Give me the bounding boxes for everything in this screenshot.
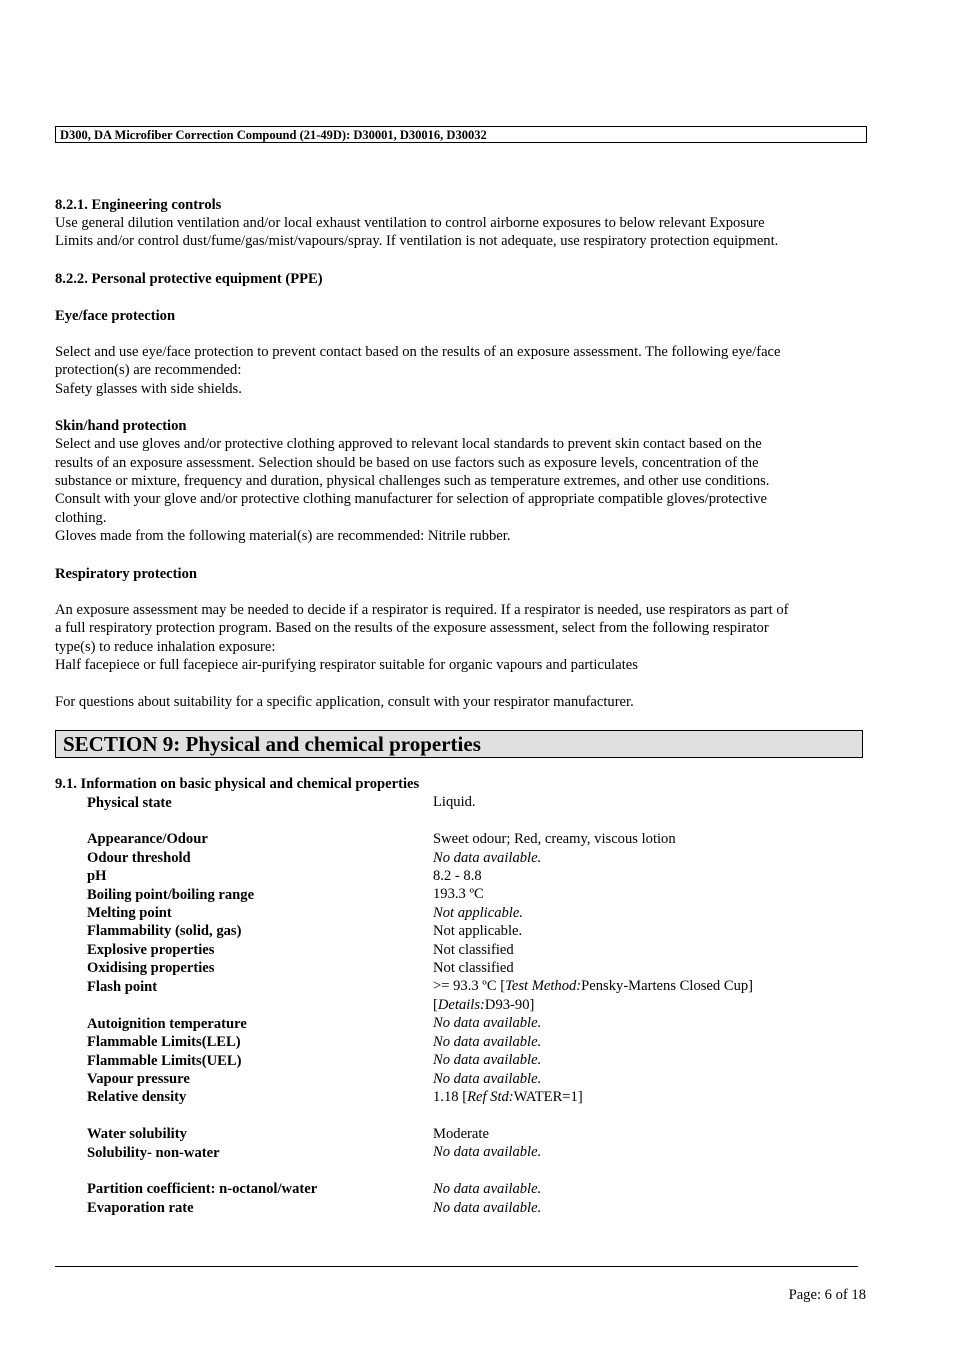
flash-point-details-open: [ bbox=[433, 997, 438, 1013]
relative-density-ref-value: WATER=1] bbox=[513, 1089, 583, 1105]
eye-protection-text-2: protection(s) are recommended: bbox=[55, 362, 242, 378]
respiratory-protection-heading: Respiratory protection bbox=[55, 566, 197, 582]
property-value-water-solubility: Moderate bbox=[433, 1126, 489, 1142]
property-label-solubility-non-water: Solubility- non-water bbox=[87, 1145, 220, 1161]
respiratory-protection-text-4: Half facepiece or full facepiece air-purifying respirator suitable for organic vapours and particulates bbox=[55, 657, 638, 673]
property-value-boiling-point: 193.3 ºC bbox=[433, 886, 484, 902]
skin-protection-text-1: Select and use gloves and/or protective clothing approved to relevant local standards to prevent skin contact based on the bbox=[55, 436, 762, 452]
property-value-evaporation-rate: No data available. bbox=[433, 1200, 542, 1216]
engineering-controls-text-1: Use general dilution ventilation and/or local exhaust ventilation to control airborne exposures to below relevant Exposure bbox=[55, 215, 765, 231]
property-value-partition-coefficient: No data available. bbox=[433, 1181, 542, 1197]
property-label-autoignition: Autoignition temperature bbox=[87, 1016, 247, 1032]
flash-point-value: >= 93.3 ºC [ bbox=[433, 978, 506, 994]
relative-density-ref-label: Ref Std: bbox=[467, 1089, 514, 1105]
eye-protection-text-1: Select and use eye/face protection to prevent contact based on the results of an exposure assessment. The following eye/face bbox=[55, 344, 781, 360]
property-label-ph: pH bbox=[87, 868, 107, 884]
property-value-lel: No data available. bbox=[433, 1034, 542, 1050]
property-value-flash-point bbox=[433, 977, 753, 996]
property-label-relative-density: Relative density bbox=[87, 1089, 187, 1105]
skin-protection-heading: Skin/hand protection bbox=[55, 418, 187, 434]
property-value-oxidising: Not classified bbox=[433, 960, 514, 976]
skin-protection-text-6: Gloves made from the following material(s) are recommended: Nitrile rubber. bbox=[55, 528, 511, 544]
respiratory-protection-text-1: An exposure assessment may be needed to decide if a respirator is required. If a respirator is needed, use respirators as part of bbox=[55, 602, 789, 618]
property-label-vapour-pressure: Vapour pressure bbox=[87, 1071, 190, 1087]
property-label-flash-point: Flash point bbox=[87, 979, 158, 995]
property-value-flammability: Not applicable. bbox=[433, 923, 523, 939]
respiratory-protection-text-2: a full respiratory protection program. Based on the results of the exposure assessment, select from the following respirator bbox=[55, 620, 769, 636]
property-label-partition-coefficient: Partition coefficient: n-octanol/water bbox=[87, 1181, 318, 1197]
flash-point-method-value: Pensky-Martens Closed Cup] bbox=[581, 978, 754, 994]
property-value-melting-point: Not applicable. bbox=[433, 905, 523, 921]
eye-protection-heading: Eye/face protection bbox=[55, 308, 176, 324]
flash-point-details-label: Details: bbox=[437, 997, 485, 1013]
property-value-odour-threshold: No data available. bbox=[433, 850, 542, 866]
property-value-physical-state: Liquid. bbox=[433, 794, 476, 810]
property-label-flammability: Flammability (solid, gas) bbox=[87, 923, 242, 939]
property-value-autoignition: No data available. bbox=[433, 1015, 542, 1031]
flash-point-details-value: D93-90] bbox=[484, 997, 535, 1013]
property-label-physical-state: Physical state bbox=[87, 795, 172, 811]
respiratory-protection-text-5: For questions about suitability for a specific application, consult with your respirator manufacturer. bbox=[55, 694, 634, 710]
section-9-1-heading: 9.1. Information on basic physical and chemical properties bbox=[55, 776, 420, 792]
ppe-heading: 8.2.2. Personal protective equipment (PPE) bbox=[55, 271, 323, 287]
respiratory-protection-text-3: type(s) to reduce inhalation exposure: bbox=[55, 639, 276, 655]
engineering-controls-text-2: Limits and/or control dust/fume/gas/mist/vapours/spray. If ventilation is not adequate, use respiratory protection equipment. bbox=[55, 233, 779, 249]
property-label-evaporation-rate: Evaporation rate bbox=[87, 1200, 194, 1216]
relative-density-value: 1.18 [ bbox=[433, 1089, 468, 1105]
property-label-lel: Flammable Limits(LEL) bbox=[87, 1034, 241, 1050]
property-value-uel: No data available. bbox=[433, 1052, 542, 1068]
property-value-explosive: Not classified bbox=[433, 942, 514, 958]
property-label-oxidising: Oxidising properties bbox=[87, 960, 215, 976]
eye-protection-text-3: Safety glasses with side shields. bbox=[55, 381, 242, 397]
property-label-appearance: Appearance/Odour bbox=[87, 831, 208, 847]
property-value-vapour-pressure: No data available. bbox=[433, 1071, 542, 1087]
section-9-title: SECTION 9: Physical and chemical properties bbox=[55, 730, 863, 758]
property-label-boiling-point: Boiling point/boiling range bbox=[87, 887, 255, 903]
property-label-water-solubility: Water solubility bbox=[87, 1126, 187, 1142]
skin-protection-text-4: Consult with your glove and/or protective clothing manufacturer for selection of appropriate compatible gloves/protective bbox=[55, 491, 768, 507]
property-value-flash-point-details bbox=[433, 996, 534, 1015]
property-label-melting-point: Melting point bbox=[87, 905, 172, 921]
property-value-relative-density bbox=[433, 1088, 583, 1107]
property-value-appearance: Sweet odour; Red, creamy, viscous lotion bbox=[433, 831, 676, 847]
property-label-uel: Flammable Limits(UEL) bbox=[87, 1053, 242, 1069]
skin-protection-text-3: substance or mixture, frequency and duration, physical challenges such as temperature extremes, and other use conditions. bbox=[55, 473, 770, 489]
property-label-odour-threshold: Odour threshold bbox=[87, 850, 191, 866]
document-header: D300, DA Microfiber Correction Compound (21-49D): D30001, D30016, D30032 bbox=[55, 126, 867, 143]
engineering-controls-heading: 8.2.1. Engineering controls bbox=[55, 197, 222, 213]
property-value-ph: 8.2 - 8.8 bbox=[433, 868, 482, 884]
skin-protection-text-2: results of an exposure assessment. Selection should be based on use factors such as exposure levels, concentration of the bbox=[55, 455, 759, 471]
skin-protection-text-5: clothing. bbox=[55, 510, 107, 526]
flash-point-method-label: Test Method: bbox=[505, 978, 582, 994]
page-number: Page: 6 of 18 bbox=[788, 1287, 866, 1303]
footer-divider bbox=[55, 1266, 858, 1267]
property-label-explosive: Explosive properties bbox=[87, 942, 215, 958]
property-value-solubility-non-water: No data available. bbox=[433, 1144, 542, 1160]
